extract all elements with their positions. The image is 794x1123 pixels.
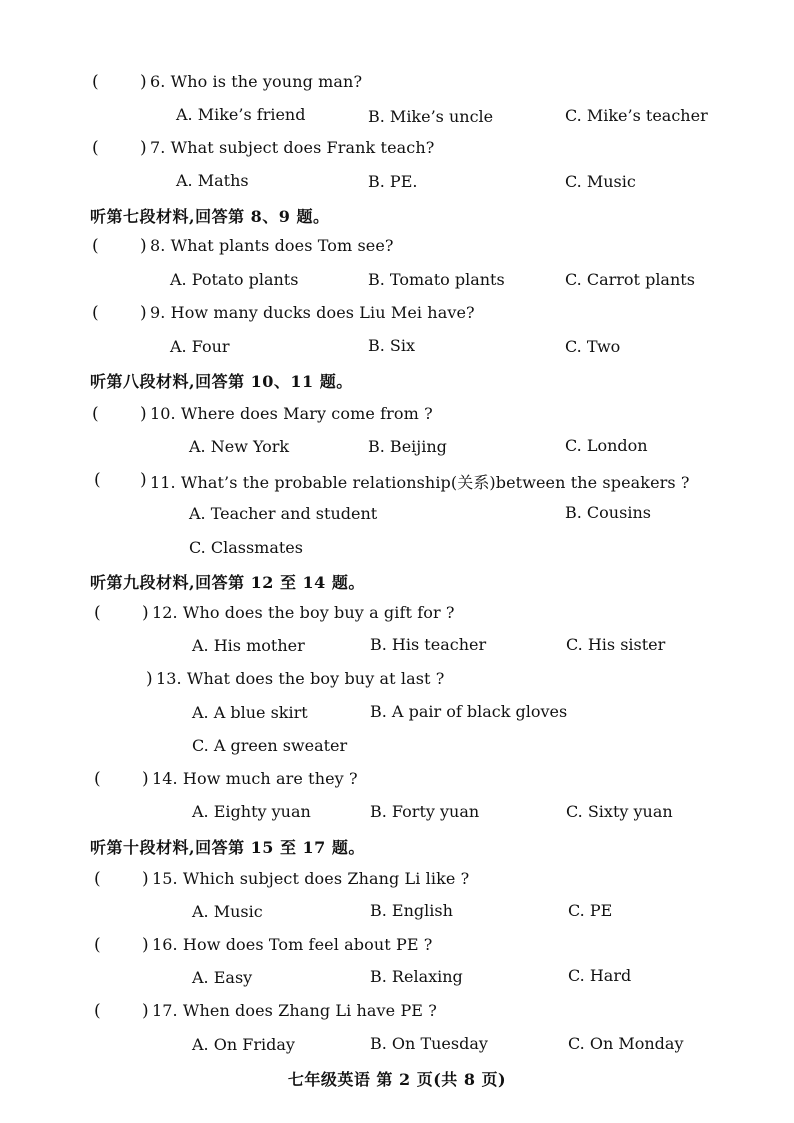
answer-paren-close: ) (140, 72, 147, 92)
answer-paren-close: ) (142, 769, 149, 789)
answer-paren-close: ) (142, 935, 149, 955)
answer-paren-open: ( (92, 236, 99, 256)
answer-paren-close: ) (140, 236, 147, 256)
answer-paren-close: ) (140, 404, 147, 424)
option-a: A. Maths (176, 171, 249, 190)
option-c: C. Sixty yuan (566, 802, 673, 821)
option-b: B. Beijing (368, 437, 447, 456)
question-stem: 11. What’s the probable relationship(关系)between the speakers ? (150, 473, 690, 492)
question-stem: 16. How does Tom feel about PE ? (152, 935, 433, 954)
answer-paren-open: ( (94, 1001, 101, 1021)
option-c: C. Hard (568, 966, 632, 985)
question-stem: 10. Where does Mary come from ? (150, 404, 433, 423)
question-stem: 15. Which subject does Zhang Li like ? (152, 869, 470, 888)
option-a: A. Eighty yuan (192, 802, 311, 821)
question-stem: 13. What does the boy buy at last ? (156, 669, 445, 688)
answer-paren-open: ( (92, 303, 99, 323)
option-c: C. Classmates (189, 538, 303, 557)
page-footer: 七年级英语 第 2 页(共 8 页) (287, 1070, 507, 1089)
option-a: A. Music (192, 902, 263, 921)
question-stem: 8. What plants does Tom see? (150, 236, 394, 255)
option-a: A. A blue skirt (192, 703, 308, 722)
answer-paren-close: ) (142, 1001, 149, 1021)
answer-paren-open: ( (92, 404, 99, 424)
question-stem: 6. Who is the young man? (150, 72, 363, 91)
question-stem: 7. What subject does Frank teach? (150, 138, 435, 157)
answer-paren-close: ) (142, 603, 149, 623)
answer-paren-close: ) (146, 669, 153, 689)
section-instruction: 听第九段材料,回答第 12 至 14 题。 (90, 573, 365, 592)
answer-paren-open: ( (94, 769, 101, 789)
option-a: A. On Friday (192, 1035, 295, 1054)
option-a: A. Easy (192, 968, 253, 987)
answer-paren-open: ( (92, 138, 99, 158)
answer-paren-close: ) (142, 869, 149, 889)
answer-paren-open: ( (94, 603, 101, 623)
option-c: C. On Monday (568, 1034, 684, 1053)
question-stem: 12. Who does the boy buy a gift for ? (152, 603, 455, 622)
option-c: C. PE (568, 901, 613, 920)
section-instruction: 听第七段材料,回答第 8、9 题。 (90, 207, 330, 226)
answer-paren-open: ( (94, 470, 101, 490)
option-b: B. Forty yuan (370, 802, 480, 821)
section-instruction: 听第十段材料,回答第 15 至 17 题。 (90, 838, 365, 857)
option-c: C. Mike’s teacher (565, 106, 708, 125)
option-b: B. Tomato plants (368, 270, 505, 289)
option-b: B. PE. (368, 172, 418, 191)
answer-paren-close: ) (140, 303, 147, 323)
answer-paren-open: ( (92, 72, 99, 92)
option-b: B. Mike’s uncle (368, 107, 494, 126)
option-b: B. Six (368, 336, 416, 355)
option-b: B. Cousins (565, 503, 651, 522)
option-c: C. Music (565, 172, 636, 191)
option-a: A. Four (170, 337, 230, 356)
question-stem: 14. How much are they ? (152, 769, 358, 788)
option-b: B. A pair of black gloves (370, 702, 568, 721)
answer-paren-close: ) (140, 470, 147, 490)
option-b: B. Relaxing (370, 967, 463, 986)
option-a: A. Teacher and student (189, 504, 378, 523)
question-stem: 17. When does Zhang Li have PE ? (152, 1001, 437, 1020)
option-b: B. English (370, 901, 453, 920)
option-a: A. His mother (192, 636, 305, 655)
option-c: C. Two (565, 337, 621, 356)
section-instruction: 听第八段材料,回答第 10、11 题。 (90, 372, 353, 391)
option-a: A. Mike’s friend (176, 105, 306, 124)
answer-paren-open: ( (94, 869, 101, 889)
option-a: A. New York (189, 437, 290, 456)
option-c: C. His sister (566, 635, 666, 654)
option-b: B. On Tuesday (370, 1034, 488, 1053)
answer-paren-close: ) (140, 138, 147, 158)
option-b: B. His teacher (370, 635, 487, 654)
option-c: C. Carrot plants (565, 270, 695, 289)
option-c: C. London (565, 436, 648, 455)
option-c: C. A green sweater (192, 736, 348, 755)
question-stem: 9. How many ducks does Liu Mei have? (150, 303, 475, 322)
answer-paren-open: ( (94, 935, 101, 955)
option-a: A. Potato plants (170, 270, 299, 289)
